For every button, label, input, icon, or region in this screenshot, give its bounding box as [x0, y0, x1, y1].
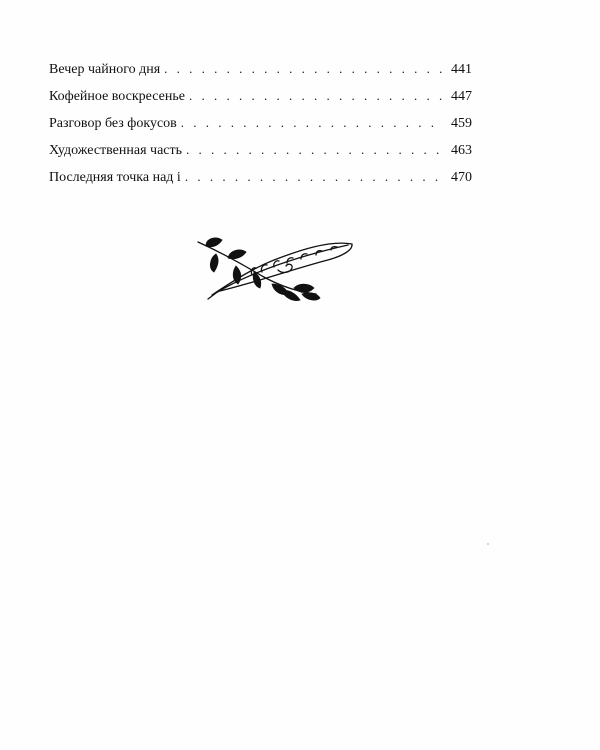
toc-entry-title: Последняя точка над і [49, 170, 181, 185]
quill-and-olive-branch-icon [190, 232, 360, 307]
toc-entry [49, 141, 472, 168]
toc-entry-page: 459 [451, 116, 472, 131]
toc-entry-page: 463 [451, 143, 472, 158]
toc-entry-page: 447 [451, 89, 472, 104]
toc-entry-title: Вечер чайного дня [49, 62, 161, 77]
toc-entry [49, 60, 472, 87]
toc-entry [49, 114, 472, 141]
toc-entry-title: Художественная часть [49, 143, 183, 158]
toc-entry-title: Кофейное воскресенье [49, 89, 185, 104]
toc-dot-leader [186, 141, 442, 159]
toc-entry-title: Разговор без фокусов [49, 116, 177, 131]
toc-dot-leader [189, 87, 442, 105]
toc-dot-leader [181, 114, 442, 132]
table-of-contents [49, 60, 472, 195]
toc-entry-page: 470 [451, 170, 472, 185]
toc-entry-page: 441 [451, 62, 472, 77]
paper-speck [487, 543, 489, 545]
toc-dot-leader [164, 60, 442, 78]
toc-dot-leader [185, 168, 442, 186]
toc-entry [49, 168, 472, 195]
toc-entry [49, 87, 472, 114]
